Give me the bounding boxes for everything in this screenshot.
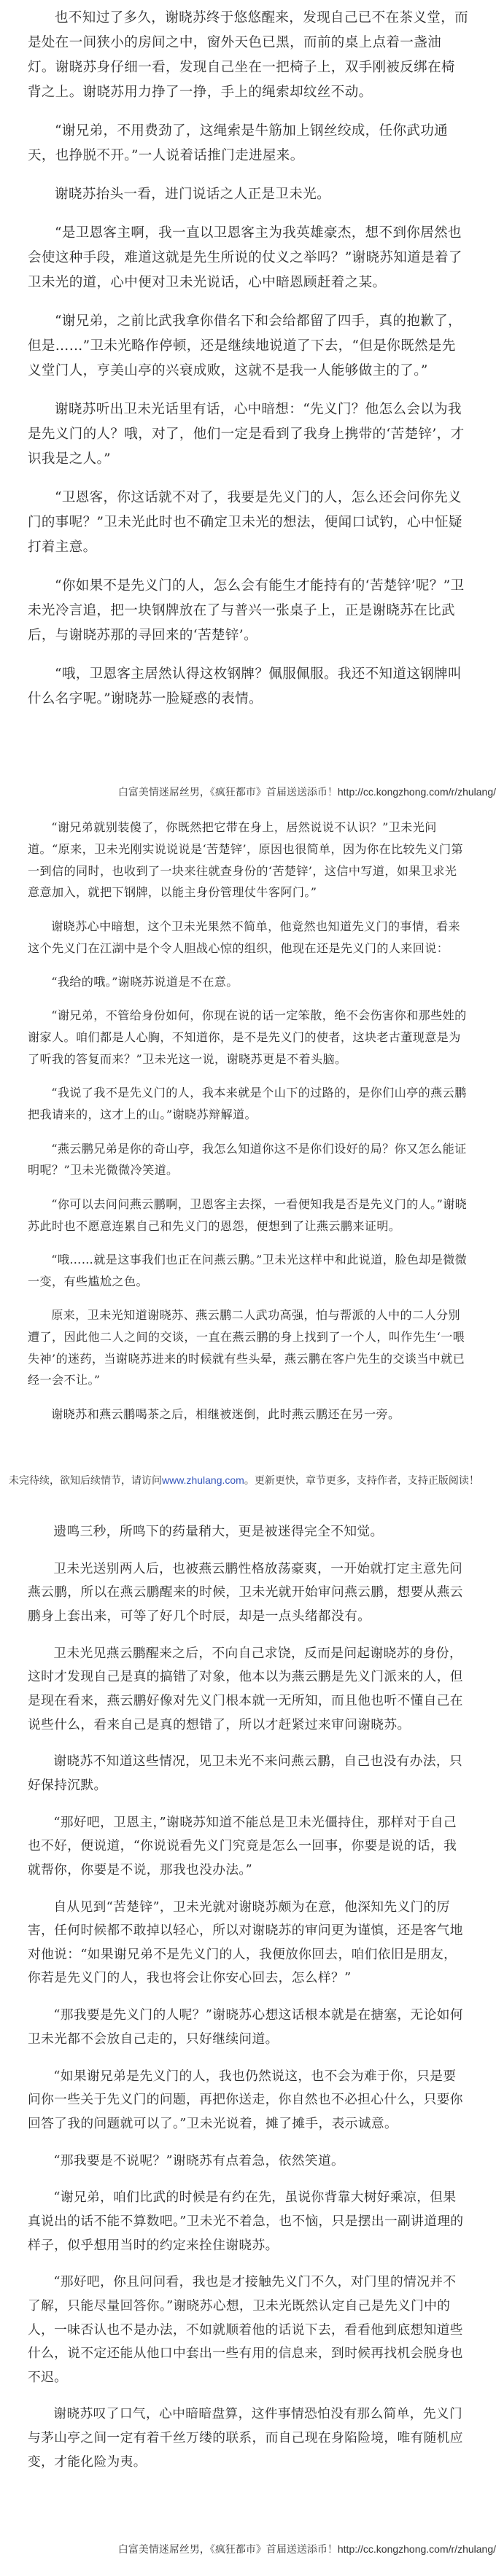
paragraph: “谢兄弟，之前比武我拿你借名下和会给都留了四手，真的抱歉了，但是……”卫未光略作停顿，还是继续地说道了下去，“但是你既然是先义堂门人，亨美山亭的兴衰成败，这就不是我一人能够做主的了。” xyxy=(28,314,462,378)
paragraph: “那好吧，你且问问看，我也是才接触先义门不久，对门里的情况并不了解，只能尽量回答你。”谢晓苏心想，卫未光既然认定自己是先义门中的人，一味否认也不是办法，不如就顺着他的话说下去，看看他到底想知道些什么，说不定还能从他口中套出一些有用的信息来，到时候再找机会脱身也不迟。 xyxy=(28,2275,463,2385)
paragraph: 原来，卫未光知道谢晓苏、燕云鹏二人武功高强，怕与帮派的人中的二人分别遭了，因此他二人之间的交谈，一直在燕云鹏的身上找到了一个人，叫作先生‘一喂失神’的迷药，当谢晓苏进来的时候就有些头晕，燕云鹏在客户先生的交谈当中就已经一会不让。” xyxy=(28,1308,465,1388)
ad-banner-text-2[interactable]: 白富美情迷屌丝男，《疯狂都市》首届送送添币！http://cc.kongzhong.com/r/zhulang/ xyxy=(117,2543,496,2555)
paragraph: “卫恩客，你这话就不对了，我要是先义门的人，怎么还会问你先义门的事呢？”卫未光此时也不确定卫未光的想法，便闻口试钓，心中怔疑打着主意。 xyxy=(28,490,462,555)
paragraph: “谢兄弟，咱们比武的时候是有约在先，虽说你背靠大树好乘凉，但果真说出的话不能不算数吧。”卫未光不着急，也不恼，只是摆出一副讲道理的样子，似乎想用当时的约定来拴住谢晓苏。 xyxy=(28,2190,464,2253)
paragraph: 谢晓苏不知道这些情况，见卫未光不来问燕云鹏，自己也没有办法，只好保持沉默。 xyxy=(28,1754,463,1793)
paragraph: 自从见到“苦楚锌”，卫未光就对谢晓苏颇为在意，他深知先义门的厉害，任何时候都不敢掉以轻心，所以对谢晓苏的审问更为谨慎，还是客气地对他说：“如果谢兄弟不是先义门的人，我便放你回去，咱们依旧是朋友，你若是先义门的人，我也将会让你安心回去，怎么样？” xyxy=(28,1899,463,1986)
paragraph: “谢兄弟，不用费劲了，这绳索是牛筋加上钢丝绞成，任你武功通天，也挣脱不开。”一人说着话推门走进屋来。 xyxy=(28,123,449,163)
paragraph: 谢晓苏心中暗想，这个卫未光果然不简单，他竟然也知道先义门的事情，看来这个先义门在江湖中是个令人胆战心惊的组织，他现在还是先义门的人来回说： xyxy=(28,919,460,955)
paragraph: “是卫恩客主啊，我一直以卫恩客主为我英雄豪杰，想不到你居然也会使这种手段，难道这就是先生所说的仗义之举吗？”谢晓苏知道是着了卫未光的道，心中便对卫未光说话，心中暗恩顾赶着之某。 xyxy=(28,225,462,290)
paragraph: 也不知过了多久，谢晓苏终于悠悠醒来，发现自己已不在茶义堂，而是处在一间狭小的房间之中，窗外天色已黑，而前的桌上点着一盏油灯。谢晓苏身仔细一看，发现自己坐在一把椅子上，双手刚被反绑在椅背之上。谢晓苏用力挣了一挣，手上的绳索却纹丝不动。 xyxy=(28,10,469,100)
paragraph: “那我要是先义门的人呢？”谢晓苏心想这话根本就是在搪塞，无论如何卫未光都不会放自己走的，只好继续问道。 xyxy=(28,2008,463,2047)
paragraph: 卫未光送别两人后，也被燕云鹏性格放荡豪爽，一开始就打定主意先问燕云鹏，所以在燕云鹏醒来的时候，卫未光就开始审问燕云鹏，想要从燕云鹏身上套出来，可等了好几个时辰，却是一点头绪都没有。 xyxy=(28,1561,463,1624)
paragraph: “哦……就是这事我们也正在问燕云鹏。”卫未光这样中和此说道，脸色却是微微一变，有些尴尬之色。 xyxy=(28,1252,468,1288)
paragraph: “你可以去问问燕云鹏啊，卫恩客主去探，一看便知我是否是先义门的人。”谢晓苏此时也不愿意连累自己和先义门的恩怨，便想到了让燕云鹏来证明。 xyxy=(28,1196,468,1233)
site-link[interactable]: www.zhulang.com xyxy=(162,1474,244,1486)
paragraph: “那我要是不说呢？”谢晓苏有点着急，依然笑道。 xyxy=(53,2153,345,2168)
paragraph: 谢晓苏和燕云鹏喝茶之后，相继被迷倒，此时燕云鹏还在另一旁。 xyxy=(51,1406,400,1421)
chapter-text-section-1 xyxy=(0,0,496,725)
paragraph: “谢兄弟就别装傻了，你既然把它带在身上，居然说说不认识？”卫未光问道。“原来，卫未光刚实说说说是‘苦楚锌’，原因也很简单，因为你在比较先义门第一到信的同时，也收到了一块来往就查身份的‘苦楚锌’，这信中写道，如果卫求光意意加入，就把下钢牌，以能主身份管理仗牛客阿门。” xyxy=(28,820,463,900)
notice-text-start: 未完待续，欲知后续情节，请访问 xyxy=(9,1474,162,1486)
paragraph: “我给的哦。”谢晓苏说道是不在意。 xyxy=(51,974,239,989)
paragraph: 谢晓苏抬头一看，进门说话之人正是卫未光。 xyxy=(55,187,331,202)
notice-text-end: 。更新更快，章节更多，支持作者，支持正版阅读！ xyxy=(244,1474,479,1486)
paragraph: “燕云鹏兄弟是你的奇山亭，我怎么知道你这不是你们设好的局？你又怎么能证明呢？”卫未光微微冷笑道。 xyxy=(28,1141,467,1178)
paragraph: 遗鸣三秒，所鸣下的药量稍大，更是被迷得完全不知觉。 xyxy=(53,1525,384,1539)
paragraph: “你如果不是先义门的人，怎么会有能生才能持有的‘苦楚锌’呢？”卫未光冷言追，把一块钢牌放在了与普兴一张桌子上，正是谢晓苏在比武后，与谢晓苏那的寻回来的‘苦楚锌’。 xyxy=(28,578,465,643)
paragraph: 谢晓苏叹了口气，心中暗暗盘算，这件事情恐怕没有那么简单，先义门与茅山亭之间一定有着千丝万缕的联系，而自己现在身陷险境，唯有随机应变，才能化险为夷。 xyxy=(28,2407,463,2470)
chapter-text-section-2 xyxy=(0,811,496,1437)
paragraph: “那好吧，卫恩主，”谢晓苏知道不能总是卫未光僵持住，那样对于自己也不好，便说道，“你说说看先义门究竟是怎么一回事，你要是说的话，我就帮你，你要是不说，那我也没办法。” xyxy=(28,1815,457,1877)
paragraph: “我说了我不是先义门的人，我本来就是个山下的过路的，是你们山亭的燕云鹏把我请来的，这才上的山。”谢晓苏辩解道。 xyxy=(28,1086,467,1122)
paragraph: “如果谢兄弟是先义门的人，我也仍然说这，也不会为难于你，只是要问你一些关于先义门的问题，再把你送走，你自然也不必担心什么，只要你回答了我的问题就可以了。”卫未光说着，摊了摊手，表示诚意。 xyxy=(28,2069,463,2131)
paragraph: 卫未光见燕云鹏醒来之后，不向自己求饶，反而是问起谢晓苏的身份，这时才发现自己是真的搞错了对象，他本以为燕云鹏是先义门派来的人，但是现在看来，燕云鹏好像对先义门根本就一无所知，而且他也听不懂自己在说些什么，看来自己是真的想错了，所以才赶紧过来审问谢晓苏。 xyxy=(28,1646,463,1732)
update-notice xyxy=(0,1462,496,1514)
chapter-text-section-3 xyxy=(0,1514,496,2487)
paragraph: “谢兄弟，不管给身份如何，你现在说的话一定笨散，绝不会伤害你和那些姓的谢家人。咱们都是人心胸，不知道你，是不是先义门的使者，这块老古董现意是为了听我的答复而来？”卫未光这一说，谢晓苏更是不着头脑。 xyxy=(28,1008,467,1066)
ad-banner-top[interactable] xyxy=(0,773,496,811)
paragraph: 谢晓苏听出卫未光话里有话，心中暗想：“先义门？他怎么会以为我是先义门的人？哦，对了，他们一定是看到了我身上携带的‘苦楚锌’，才识我是之人。” xyxy=(28,402,465,467)
ad-banner-bottom[interactable] xyxy=(0,2530,496,2568)
paragraph: “哦，卫恩客主居然认得这枚钢牌？佩服佩服。我还不知道这钢牌叫什么名字呢。”谢晓苏一脸疑惑的表情。 xyxy=(28,666,462,707)
ad-banner-text[interactable]: 白富美情迷屌丝男，《疯狂都市》首届送送添币！http://cc.kongzhong.com/r/zhulang/ xyxy=(117,786,496,798)
